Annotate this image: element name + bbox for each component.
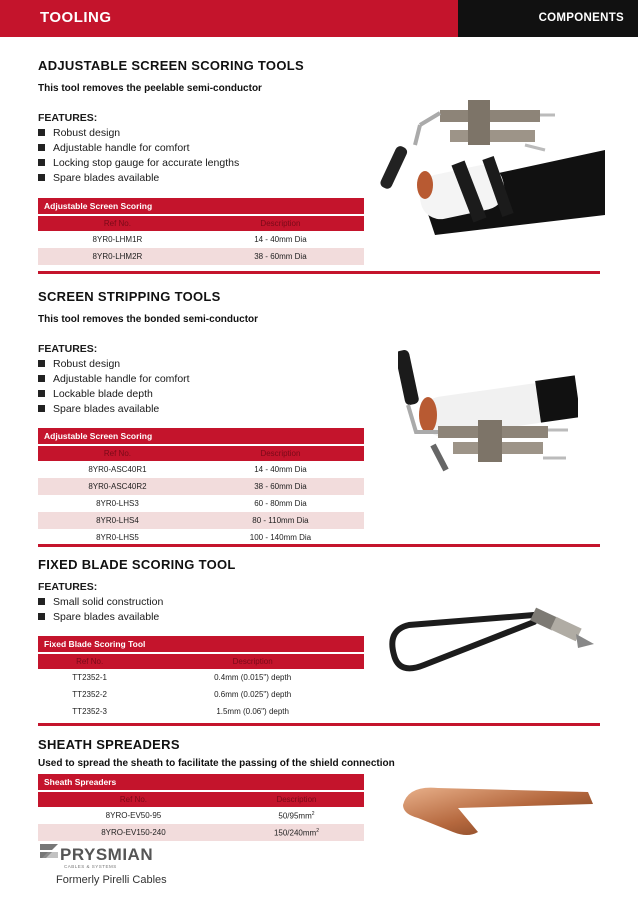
column-header: Description (229, 791, 364, 807)
section-divider (38, 271, 600, 274)
feature-item: Spare blades available (38, 612, 600, 623)
features-heading: FEATURES: (38, 343, 98, 355)
section-divider (38, 544, 600, 547)
section-subtitle: This tool removes the peelable semi-conductor (38, 83, 262, 94)
table-row: TT2352-3 1.5mm (0.06") depth (72, 707, 289, 716)
section-divider (38, 723, 600, 726)
section-subtitle: Used to spread the sheath to facilitate the passing of the shield connection (38, 758, 395, 769)
feature-item: Robust design (38, 359, 600, 370)
section-title: ADJUSTABLE SCREEN SCORING TOOLS (38, 58, 304, 73)
bullet-square-icon (38, 598, 45, 605)
table-caption: Sheath Spreaders (38, 774, 364, 791)
table-row: 8YR0-ASC40R1 14 - 40mm Dia (88, 465, 307, 474)
table-caption: Fixed Blade Scoring Tool (38, 636, 364, 653)
bullet-square-icon (38, 390, 45, 397)
features-heading: FEATURES: (38, 581, 98, 593)
stripping-tool-photo (398, 350, 578, 480)
table-caption: Adjustable Screen Scoring (38, 198, 364, 215)
spec-table (38, 428, 364, 546)
column-header: Ref No. (38, 791, 229, 807)
table-row: 8YR0-LHS4 80 - 110mm Dia (38, 512, 364, 529)
bullet-square-icon (38, 174, 45, 181)
brand-name: PRYSMIAN (60, 845, 154, 864)
column-header: Ref No. (38, 445, 197, 461)
brand-tagline: CABLES & SYSTEMS (64, 864, 117, 869)
scoring-tool-photo (380, 95, 605, 235)
header-category: COMPONENTS (538, 12, 624, 24)
feature-item: Locking stop gauge for accurate lengths (38, 158, 600, 169)
feature-item: Small solid construction (38, 597, 600, 608)
bullet-square-icon (38, 144, 45, 151)
section-title: SHEATH SPREADERS (38, 737, 180, 752)
column-header: Ref No. (38, 653, 141, 669)
column-header: Description (141, 653, 364, 669)
header-right-block (458, 0, 638, 37)
spec-table (38, 198, 364, 265)
feature-item: Lockable blade depth (38, 389, 600, 400)
table-caption: Adjustable Screen Scoring (38, 428, 364, 445)
sheath-spreader-photo (398, 770, 598, 840)
bullet-square-icon (38, 375, 45, 382)
bullet-square-icon (38, 360, 45, 367)
column-header: Description (197, 215, 364, 231)
feature-item: Robust design (38, 128, 600, 139)
feature-item: Adjustable handle for comfort (38, 143, 600, 154)
bullet-square-icon (38, 129, 45, 136)
fixed-blade-tool-photo (384, 600, 600, 680)
header-title: TOOLING (40, 9, 112, 26)
section-title: SCREEN STRIPPING TOOLS (38, 289, 221, 304)
prysmian-logo-icon (38, 840, 60, 862)
feature-item: Spare blades available (38, 404, 600, 415)
column-header: Ref No. (38, 215, 197, 231)
spec-table (38, 774, 364, 841)
formerly-text: Formerly Pirelli Cables (56, 874, 167, 886)
bullet-square-icon (38, 159, 45, 166)
table-row: 8YR0-LHS3 60 - 80mm Dia (96, 499, 307, 508)
table-row: 8YR0-LHS5 100 - 140mm Dia (96, 533, 312, 542)
table-row: 8YR0-ASC40R2 38 - 60mm Dia (38, 478, 364, 495)
table-row: 8YR0-LHM1R 14 - 40mm Dia (92, 235, 307, 244)
section-title: FIXED BLADE SCORING TOOL (38, 557, 236, 572)
bullet-square-icon (38, 613, 45, 620)
features-heading: FEATURES: (38, 112, 98, 124)
table-row: 8YRO-EV150-240 $150/240mm^2$ (38, 824, 364, 841)
feature-item: Adjustable handle for comfort (38, 374, 600, 385)
table-row: TT2352-1 0.4mm (0.015") depth (72, 673, 292, 682)
column-header: Description (197, 445, 364, 461)
section-subtitle: This tool removes the bonded semi-conductor (38, 314, 259, 325)
feature-item: Spare blades available (38, 173, 600, 184)
section-sheath-spreaders (38, 737, 600, 769)
bullet-square-icon (38, 405, 45, 412)
table-row: TT2352-2 0.6mm (0.025") depth (72, 690, 292, 699)
table-row: 8YRO-EV50-95 $50/95mm^2$ (105, 810, 315, 821)
header-bar (0, 0, 638, 37)
spec-table (38, 636, 364, 720)
table-row: 8YR0-LHM2R 38 - 60mm Dia (38, 248, 364, 265)
